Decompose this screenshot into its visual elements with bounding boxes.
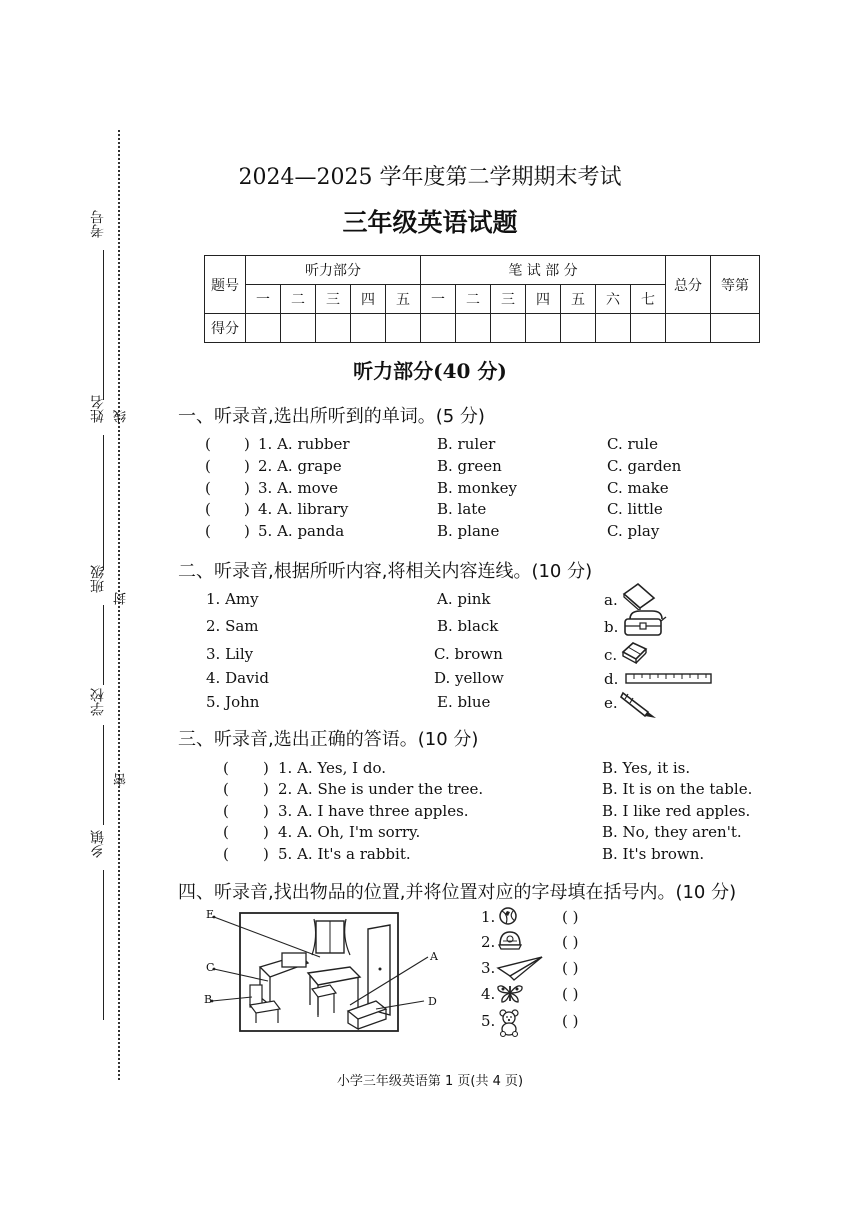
score-cell[interactable] [316, 314, 351, 343]
score-col-listening-2: 二 [281, 285, 316, 314]
part1-option-c: C. little [607, 500, 663, 518]
room-label-c: C [206, 961, 215, 974]
part1-paren-close: ) [244, 457, 250, 475]
town-label: 乡镇 [90, 830, 106, 858]
part1-paren-close: ) [244, 479, 250, 497]
exam-no-label: 考号 [90, 210, 106, 238]
part3-paren-open: ( [223, 759, 229, 777]
part1-paren-open: ( [205, 479, 211, 497]
part1-option-b: B. ruler [437, 435, 496, 453]
part4-item-number: 2. [481, 933, 496, 951]
score-col-written-5: 五 [561, 285, 596, 314]
score-cell[interactable] [281, 314, 316, 343]
part1-option-c: C. make [607, 479, 669, 497]
part3-option-b: B. It is on the table. [602, 780, 753, 798]
part4-answer-blank[interactable]: ( ) [562, 985, 579, 1003]
part1-paren-open: ( [205, 522, 211, 540]
score-cell[interactable] [561, 314, 596, 343]
room-label-b: B [204, 993, 213, 1006]
score-col-written-3: 三 [491, 285, 526, 314]
score-cell[interactable] [491, 314, 526, 343]
part3-paren-open: ( [223, 780, 229, 798]
part4-answer-blank[interactable]: ( ) [562, 959, 579, 977]
score-cell[interactable] [711, 314, 760, 343]
part1-option-b: B. monkey [437, 479, 517, 497]
part3-option-a: 2. A. She is under the tree. [278, 780, 484, 798]
score-table-question-label: 题号 [205, 256, 246, 314]
part2-picture-letter: e. [604, 694, 618, 712]
paper-plane-icon [496, 954, 544, 982]
class-label: 班级 [90, 565, 106, 593]
binding-dotted-line [118, 130, 120, 1080]
part4-heading: 四、听录音,找出物品的位置,并将位置对应的字母填在括号内。(10 分) [178, 882, 737, 903]
score-table [204, 255, 760, 343]
part3-paren-close: ) [263, 780, 269, 798]
score-col-written-6: 六 [596, 285, 631, 314]
part2-name: 5. John [206, 693, 260, 711]
part1-paren-close: ) [244, 522, 250, 540]
ball-icon [497, 905, 519, 927]
part1-option-a: 3. A. move [258, 479, 339, 497]
part1-heading: 一、听录音,选出所听到的单词。(5 分) [178, 406, 485, 427]
score-col-written-1: 一 [421, 285, 456, 314]
part1-paren-open: ( [205, 500, 211, 518]
part3-paren-close: ) [263, 845, 269, 863]
part2-color: A. pink [437, 590, 491, 608]
part2-picture-letter: c. [604, 646, 618, 664]
room-label-a: A [430, 950, 438, 963]
part3-option-a: 4. A. Oh, I'm sorry. [278, 823, 421, 841]
teddy-bear-icon [497, 1008, 523, 1038]
eraser-icon [620, 640, 650, 664]
part1-paren-open: ( [205, 457, 211, 475]
part2-name: 1. Amy [206, 590, 259, 608]
school-line [103, 725, 104, 825]
listening-section-title: 听力部分(40 分) [353, 359, 507, 383]
part4-item-number: 1. [481, 908, 496, 926]
score-col-written-4: 四 [526, 285, 561, 314]
part1-option-b: B. green [437, 457, 502, 475]
score-cell[interactable] [421, 314, 456, 343]
score-cell[interactable] [596, 314, 631, 343]
subject-title: 三年级英语试题 [342, 208, 518, 237]
part1-option-c: C. rule [607, 435, 658, 453]
ruler-icon [625, 672, 713, 686]
score-table-grade-label: 等第 [711, 256, 760, 314]
part4-item-number: 5. [481, 1012, 496, 1030]
part2-picture-letter: b. [604, 618, 619, 636]
part4-item-number: 3. [481, 959, 496, 977]
score-cell[interactable] [456, 314, 491, 343]
score-cell[interactable] [666, 314, 711, 343]
part3-option-a: 1. A. Yes, I do. [278, 759, 386, 777]
part3-paren-open: ( [223, 823, 229, 841]
room-label-d: D [428, 995, 437, 1008]
part1-paren-close: ) [244, 435, 250, 453]
score-table-listening-label: 听力部分 [246, 256, 421, 285]
cap-icon [497, 929, 523, 953]
part3-paren-close: ) [263, 759, 269, 777]
name-label: 姓名 [90, 395, 106, 423]
part1-option-b: B. late [437, 500, 487, 518]
butterfly-icon [496, 982, 524, 1004]
seal-char-secret: 密 [114, 773, 129, 786]
part3-option-b: B. I like red apples. [602, 802, 751, 820]
score-col-written-7: 七 [631, 285, 666, 314]
part2-name: 4. David [206, 669, 269, 687]
part3-paren-open: ( [223, 845, 229, 863]
part3-heading: 三、听录音,选出正确的答语。(10 分) [178, 729, 479, 750]
exam-title: 2024—2025 学年度第二学期期末考试 [238, 165, 622, 190]
part1-paren-close: ) [244, 500, 250, 518]
seal-char-seal: 封 [114, 592, 129, 605]
score-col-listening-3: 三 [316, 285, 351, 314]
page-footer: 小学三年级英语第 1 页(共 4 页) [336, 1074, 524, 1089]
part4-answer-blank[interactable]: ( ) [562, 1012, 579, 1030]
part3-option-a: 5. A. It's a rabbit. [278, 845, 411, 863]
part2-heading: 二、听录音,根据所听内容,将相关内容连线。(10 分) [178, 561, 593, 582]
seal-char-line: 线 [114, 410, 129, 423]
part2-color: C. brown [434, 645, 503, 663]
name-line [103, 435, 104, 570]
pen-icon [618, 688, 660, 720]
score-col-listening-1: 一 [246, 285, 281, 314]
part3-option-a: 3. A. I have three apples. [278, 802, 469, 820]
score-col-written-2: 二 [456, 285, 491, 314]
part3-paren-close: ) [263, 823, 269, 841]
part2-color: E. blue [437, 693, 491, 711]
score-cell[interactable] [351, 314, 386, 343]
part4-answer-blank[interactable]: ( ) [562, 908, 579, 926]
school-label: 学校 [90, 688, 106, 716]
score-cell[interactable] [526, 314, 561, 343]
room-illustration [200, 905, 450, 1035]
score-col-listening-5: 五 [386, 285, 421, 314]
part3-option-b: B. Yes, it is. [602, 759, 691, 777]
part3-paren-open: ( [223, 802, 229, 820]
pencil-case-icon [622, 607, 668, 639]
score-table-total-label: 总分 [666, 256, 711, 314]
part3-option-b: B. No, they aren't. [602, 823, 742, 841]
score-cell[interactable] [631, 314, 666, 343]
book-icon [620, 582, 660, 610]
score-cell[interactable] [386, 314, 421, 343]
part2-color: D. yellow [434, 669, 504, 687]
part1-option-a: 4. A. library [258, 500, 349, 518]
part1-option-a: 1. A. rubber [258, 435, 350, 453]
part3-option-b: B. It's brown. [602, 845, 705, 863]
part2-color: B. black [437, 617, 499, 635]
score-table-score-label: 得分 [205, 314, 246, 343]
part1-option-c: C. garden [607, 457, 682, 475]
part1-option-a: 5. A. panda [258, 522, 345, 540]
class-line [103, 605, 104, 685]
part2-picture-letter: d. [604, 670, 619, 688]
part3-paren-close: ) [263, 802, 269, 820]
part2-picture-letter: a. [604, 591, 618, 609]
score-cell[interactable] [246, 314, 281, 343]
part1-paren-open: ( [205, 435, 211, 453]
town-line [103, 870, 104, 1020]
part4-item-number: 4. [481, 985, 496, 1003]
part1-option-a: 2. A. grape [258, 457, 342, 475]
part4-answer-blank[interactable]: ( ) [562, 933, 579, 951]
score-table-written-label: 笔 试 部 分 [421, 256, 666, 285]
part2-name: 3. Lily [206, 645, 254, 663]
score-col-listening-4: 四 [351, 285, 386, 314]
room-label-e: E [206, 908, 215, 921]
part1-option-b: B. plane [437, 522, 500, 540]
part1-option-c: C. play [607, 522, 660, 540]
part2-name: 2. Sam [206, 617, 259, 635]
